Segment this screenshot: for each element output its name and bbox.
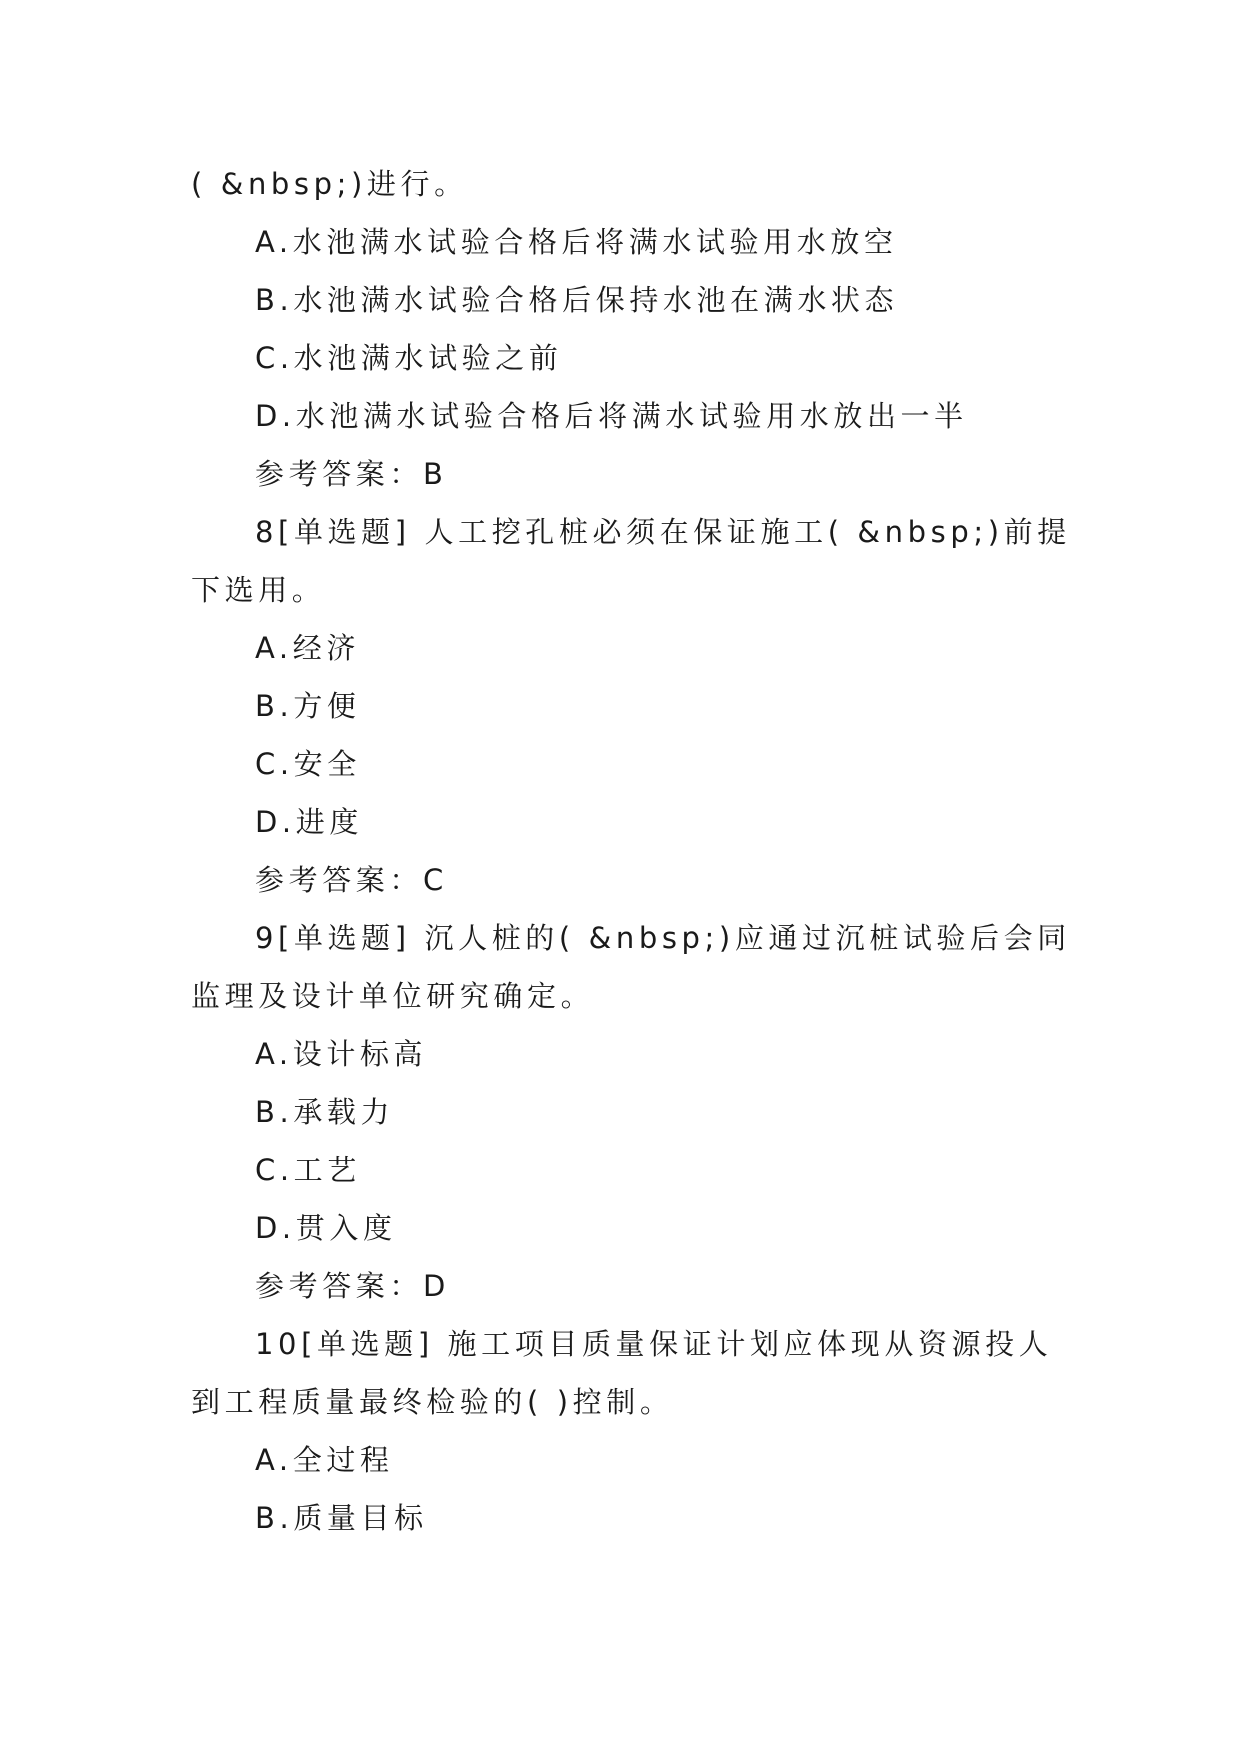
q8-answer: 参考答案：C: [255, 863, 448, 897]
question-9-stem-continuation: 监理及设计单位研究确定。: [191, 979, 595, 1013]
question-7-stem-continuation: ( &nbsp;)进行。: [191, 167, 468, 201]
q7-option-c: C.水池满水试验之前: [255, 341, 563, 375]
q10-option-b: B.质量目标: [255, 1501, 428, 1535]
q8-option-a: A.经济: [255, 631, 360, 665]
q7-option-b: B.水池满水试验合格后保持水池在满水状态: [255, 283, 899, 317]
q9-option-c: C.工艺: [255, 1153, 361, 1187]
question-10-stem-continuation: 到工程质量最终检验的( )控制。: [191, 1385, 674, 1419]
q7-option-a: A.水池满水试验合格后将满水试验用水放空: [255, 225, 898, 259]
question-9-stem: 9[单选题] 沉人桩的( &nbsp;)应通过沉桩试验后会同: [255, 921, 1071, 955]
q9-option-a: A.设计标高: [255, 1037, 428, 1071]
q7-answer: 参考答案：B: [255, 457, 448, 491]
q9-answer: 参考答案：D: [255, 1269, 450, 1303]
question-8-stem-continuation: 下选用。: [191, 573, 326, 607]
q8-option-c: C.安全: [255, 747, 361, 781]
question-8-stem: 8[单选题] 人工挖孔桩必须在保证施工( &nbsp;)前提: [255, 515, 1071, 549]
q9-option-b: B.承载力: [255, 1095, 395, 1129]
question-10-stem: 10[单选题] 施工项目质量保证计划应体现从资源投人: [255, 1327, 1053, 1361]
q10-option-a: A.全过程: [255, 1443, 394, 1477]
q8-option-b: B.方便: [255, 689, 361, 723]
q7-option-d: D.水池满水试验合格后将满水试验用水放出一半: [255, 399, 968, 433]
q8-option-d: D.进度: [255, 805, 363, 839]
q9-option-d: D.贯入度: [255, 1211, 397, 1245]
